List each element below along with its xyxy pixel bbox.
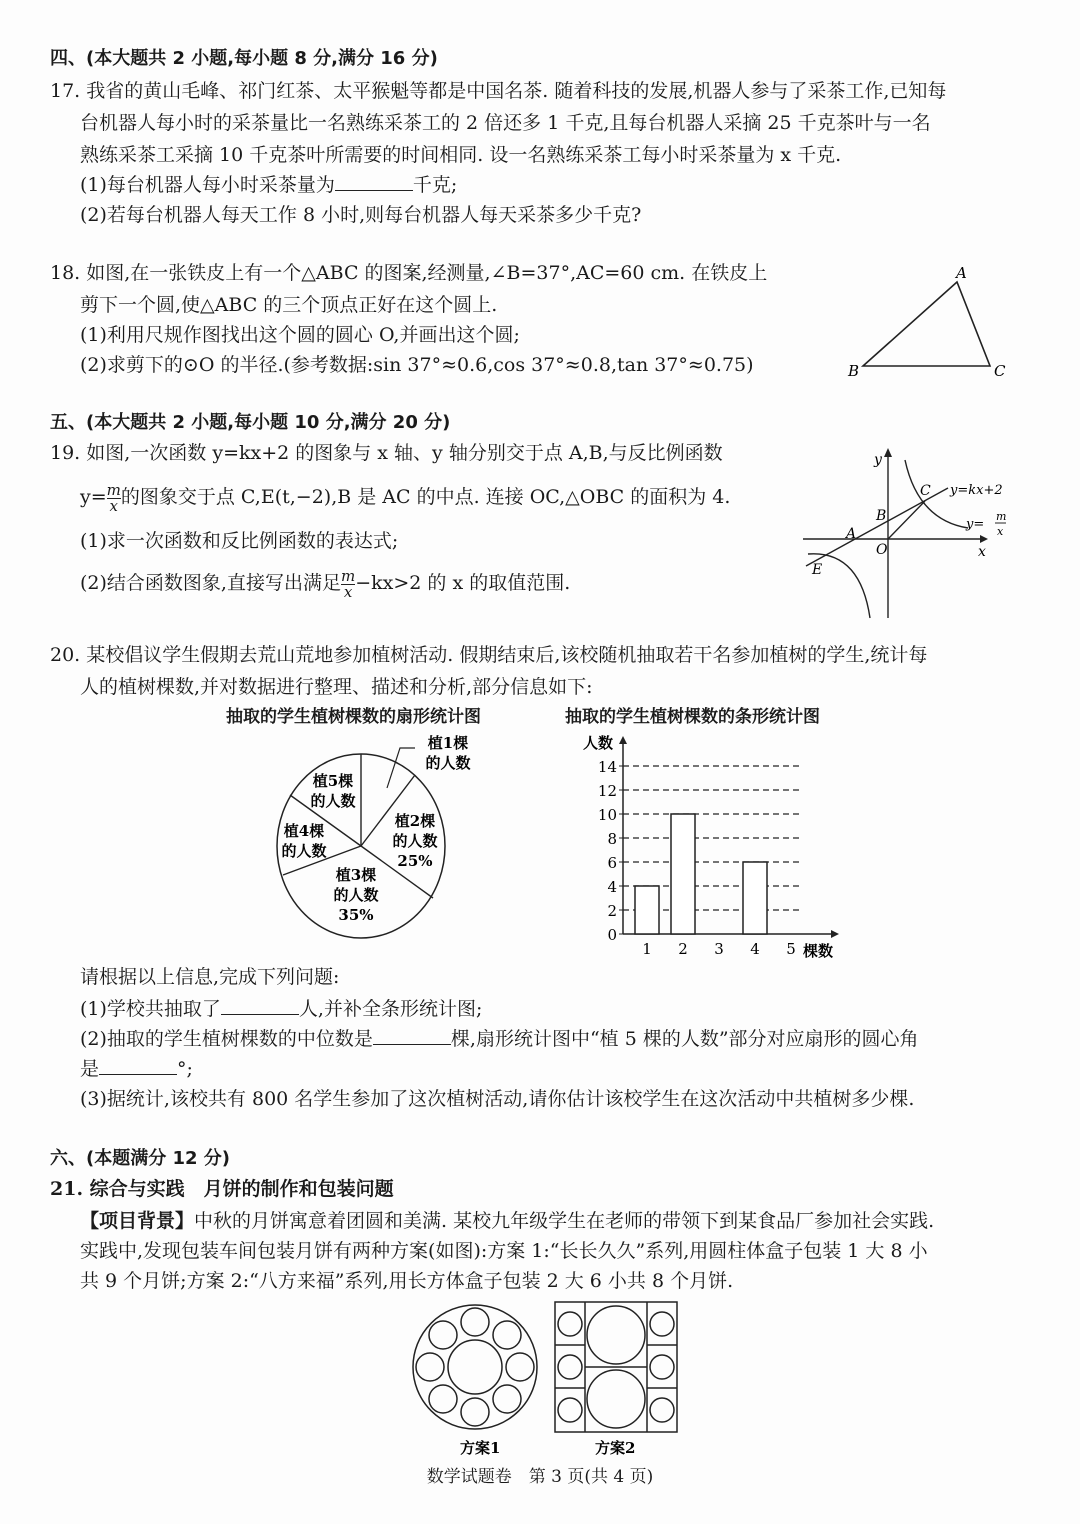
pie-percent: 35% <box>338 906 374 924</box>
q20-text: 20. 某校倡议学生假期去荒山荒地参加植树活动. 假期结束后,该校随机抽取若干名参加植树的学生,统计每 <box>50 644 928 666</box>
y-tick-label: 12 <box>597 782 617 800</box>
q21-text: 实践中,发现包装车间包装月饼有两种方案(如图):方案 1:“长长久久”系列,用圆柱体盒子包装 1 大 8 小 <box>80 1240 928 1262</box>
label-a: A <box>956 264 967 282</box>
pie-label: 植1棵 <box>427 734 469 752</box>
q20-part2 <box>80 1024 919 1054</box>
q17-part1-unit: 千克; <box>412 174 458 196</box>
numerator: m <box>106 480 121 499</box>
y-tick-label: 6 <box>607 854 617 872</box>
curve-numerator: m <box>996 510 1007 523</box>
triangle-abc-figure <box>840 262 1020 382</box>
x-tick-label: 1 <box>642 940 652 958</box>
q17-text: 台机器人每小时的采茶量比一名熟练采茶工的 2 倍还多 1 千克,且每台机器人采摘 25 千克茶叶与一名 <box>80 112 931 134</box>
function-graph-figure <box>800 440 1020 630</box>
y-axis-label: 人数 <box>583 734 614 752</box>
q21-title: 21. 综合与实践 月饼的制作和包装问题 <box>50 1178 394 1200</box>
pie-percent: 25% <box>397 852 433 870</box>
q19-eq-rest: 的图象交于点 C,E(t,−2),B 是 AC 的中点. 连接 OC,△OBC 的面积为 4. <box>120 486 731 508</box>
bar-chart <box>575 728 865 958</box>
label-b: B <box>876 508 887 524</box>
q20-text: 人的植树棵数,并对数据进行整理、描述和分析,部分信息如下: <box>80 676 593 698</box>
q19-part1: (1)求一次函数和反比例函数的表达式; <box>80 530 399 552</box>
x-tick-label: 3 <box>714 940 724 958</box>
axis-x-label: x <box>978 544 986 560</box>
q18-part1: (1)利用尺规作图找出这个圆的圆心 O,并画出这个圆; <box>80 324 520 346</box>
pie-label: 植5棵 <box>312 772 354 790</box>
q18-part2: (2)求剪下的⊙O 的半径.(参考数据:sin 37°≈0.6,cos 37°≈0.8,tan 37°≈0.75) <box>80 354 754 376</box>
q21-text-rest: 中秋的月饼寓意着团圆和美满. 某校九年级学生在老师的带领下到某食品厂参加社会实践. <box>194 1210 935 1232</box>
y-tick-label: 0 <box>607 926 617 944</box>
q19-eq: y= <box>80 486 107 508</box>
numerator: m <box>340 566 356 585</box>
label-c: C <box>920 483 931 499</box>
plan-1-diagram <box>413 1305 537 1429</box>
pie-chart-title: 抽取的学生植树棵数的扇形统计图 <box>226 707 481 727</box>
pie-chart <box>260 728 500 943</box>
answer-blank[interactable] <box>99 1056 177 1075</box>
triangle <box>863 282 990 366</box>
y-tick-label: 10 <box>597 806 617 824</box>
bar-chart-title: 抽取的学生植树棵数的条形统计图 <box>565 707 820 727</box>
answer-blank[interactable] <box>221 996 299 1015</box>
x-tick-label: 4 <box>750 940 760 958</box>
y-tick-label: 8 <box>607 830 617 848</box>
q19-text <box>80 482 730 514</box>
line-equation: y=kx+2 <box>950 483 1003 498</box>
label-e: E <box>812 562 823 578</box>
q17-part1 <box>80 170 457 200</box>
q19-part2-rest: −kx>2 的 x 的取值范围. <box>355 572 571 594</box>
plan-2-caption: 方案2 <box>595 1439 636 1457</box>
q18-text: 剪下一个圆,使△ABC 的三个顶点正好在这个圆上. <box>80 294 498 316</box>
q20-part1 <box>80 994 482 1024</box>
y-axis-arrow <box>619 736 627 744</box>
q20-part1-text: (1)学校共抽取了 <box>80 998 221 1020</box>
q20-intro: 请根据以上信息,完成下列问题: <box>80 966 340 988</box>
pie-label: 植4棵 <box>283 822 325 840</box>
pie-label: 的人数 <box>310 792 356 810</box>
q17-text: 17. 我省的黄山毛峰、祁门红茶、太平猴魁等都是中国名茶. 随着科技的发展,机器人参与了采茶工作,已知每 <box>50 80 947 102</box>
label-c: C <box>994 362 1006 380</box>
plan-1-caption: 方案1 <box>460 1439 501 1457</box>
q21-text <box>80 1206 934 1236</box>
q18-text: 18. 如图,在一张铁皮上有一个△ABC 的图案,经测量,∠B=37°,AC=60 cm. 在铁皮上 <box>50 262 768 284</box>
pie-label: 植3棵 <box>335 866 377 884</box>
pie-label: 植2棵 <box>394 812 436 830</box>
mooncake-packaging-figure <box>405 1300 695 1460</box>
q21-text: 共 9 个月饼;方案 2:“八方来福”系列,用长方体盒子包装 2 大 6 小共 8 个月饼. <box>80 1270 734 1292</box>
q19-text: 19. 如图,一次函数 y=kx+2 的图象与 x 轴、y 轴分别交于点 A,B,与反比例函数 <box>50 442 723 464</box>
section-4-heading: 四、(本大题共 2 小题,每小题 8 分,满分 16 分) <box>50 48 438 69</box>
pie-label: 的人数 <box>425 754 471 772</box>
section-5-heading: 五、(本大题共 2 小题,每小题 10 分,满分 20 分) <box>50 412 451 433</box>
x-tick-label: 5 <box>786 940 796 958</box>
page-footer: 数学试题卷 第 3 页(共 4 页) <box>426 1467 654 1487</box>
q17-part1-text: (1)每台机器人每小时采茶量为 <box>80 174 335 196</box>
denominator: x <box>343 582 353 601</box>
axis-y-label: y <box>874 452 882 468</box>
q19-part2 <box>80 568 570 600</box>
curve-equation: y= <box>966 517 985 532</box>
bar <box>743 862 767 934</box>
q20-part2-rest: 棵,扇形统计图中“植 5 棵的人数”部分对应扇形的圆心角 <box>450 1028 919 1050</box>
project-background-label: 【项目背景】 <box>80 1210 195 1232</box>
label-b: B <box>848 362 860 380</box>
section-6-heading: 六、(本题满分 12 分) <box>50 1148 231 1169</box>
answer-blank[interactable] <box>373 1026 451 1045</box>
pie-label: 的人数 <box>333 886 379 904</box>
q20-part2-text: 是 <box>80 1058 100 1080</box>
bar <box>671 814 695 934</box>
x-axis-arrow <box>831 930 839 938</box>
x-axis-label: 棵数 <box>803 942 834 958</box>
answer-blank[interactable] <box>335 172 413 191</box>
q20-part3: (3)据统计,该校共有 800 名学生参加了这次植树活动,请你估计该校学生在这次活动中共植树多少棵. <box>80 1088 915 1110</box>
bar <box>635 886 659 934</box>
q19-part2-text: (2)结合函数图象,直接写出满足 <box>80 572 341 594</box>
q20-part2-cont <box>80 1054 193 1084</box>
label-a: A <box>846 526 857 542</box>
denominator: x <box>109 496 118 515</box>
plan-2-diagram <box>555 1302 677 1432</box>
y-tick-label: 4 <box>607 878 617 896</box>
curve-denominator: x <box>997 525 1004 538</box>
fraction-m-over-x <box>340 566 356 601</box>
y-tick-label: 14 <box>597 758 617 776</box>
y-tick-label: 2 <box>607 902 617 920</box>
q20-part2-text: (2)抽取的学生植树棵数的中位数是 <box>80 1028 373 1050</box>
label-o: O <box>876 542 888 558</box>
fraction-m-over-x <box>106 480 121 515</box>
pie-label: 的人数 <box>281 842 327 860</box>
degree-unit: °; <box>177 1058 193 1080</box>
q17-text: 熟练采茶工采摘 10 千克茶叶所需要的时间相同. 设一名熟练采茶工每小时采茶量为 x 千克. <box>80 144 842 166</box>
q17-part2: (2)若每台机器人每天工作 8 小时,则每台机器人每天采茶多少千克? <box>80 204 642 226</box>
x-tick-label: 2 <box>678 940 688 958</box>
q20-part1-rest: 人,并补全条形统计图; <box>298 998 483 1020</box>
pie-label: 的人数 <box>392 832 438 850</box>
